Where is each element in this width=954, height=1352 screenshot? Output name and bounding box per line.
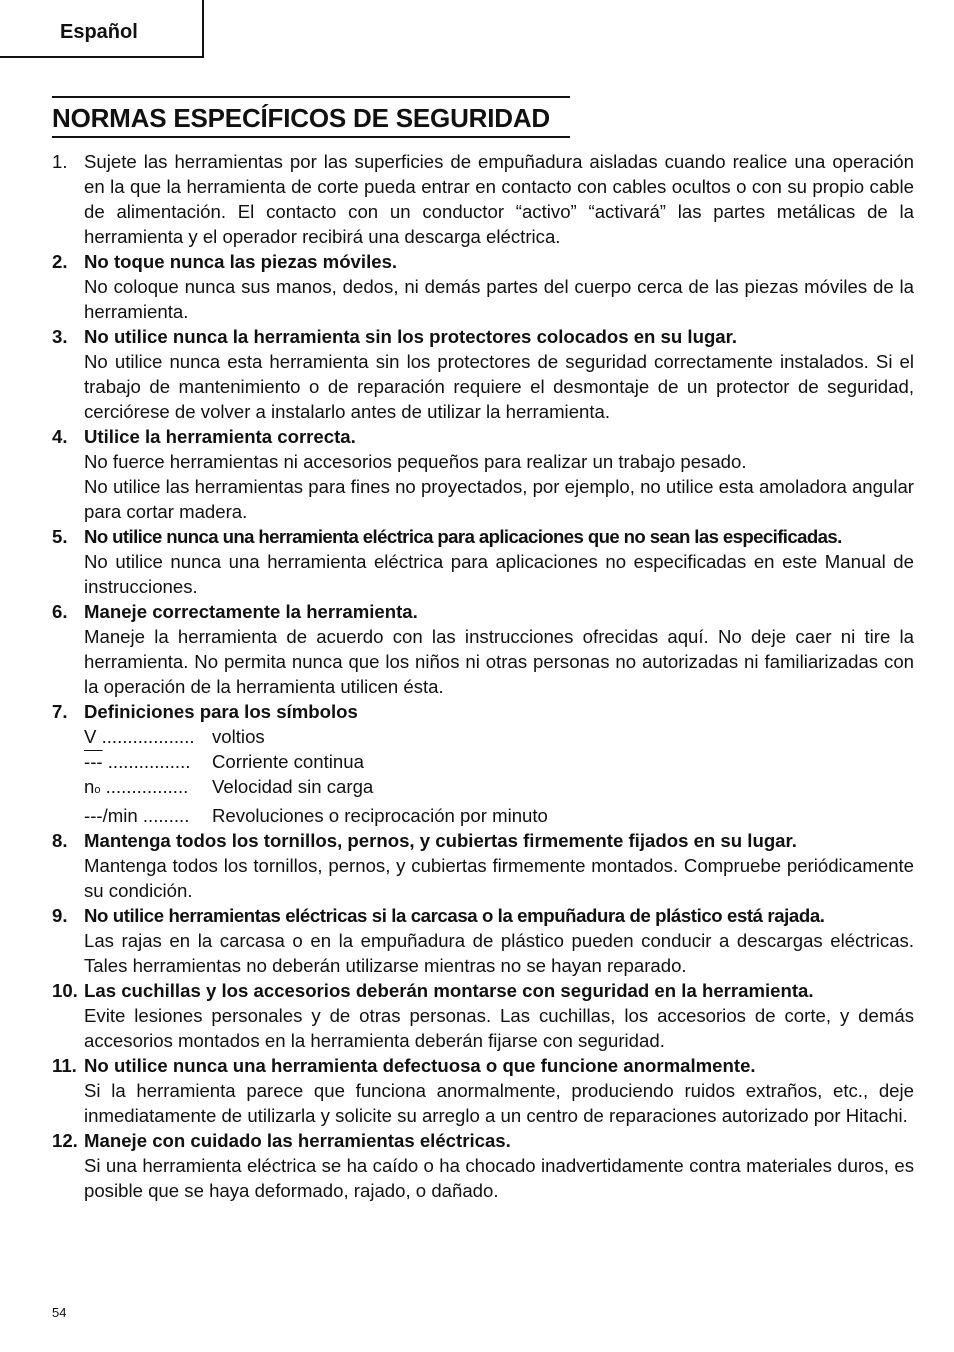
rule-heading: No utilice herramientas eléctricas si la carcasa o la empuñadura de plástico está rajada. (84, 905, 825, 926)
rule-item-2 (52, 249, 914, 324)
rule-number: 5. (52, 526, 68, 547)
rule-text: Evite lesiones personales y de otras personas. Las cuchillas, los accesorios de corte, y demás accesorios montados en la herramienta deberán fijarse con seguridad. (84, 1005, 914, 1051)
rule-number: 3. (52, 326, 68, 347)
symbol-description: Velocidad sin carga (212, 776, 374, 797)
rule-number: 9. (52, 905, 68, 926)
rule-text: No coloque nunca sus manos, dedos, ni demás partes del cuerpo cerca de las piezas móviles de la herramienta. (84, 276, 914, 322)
rule-heading: No utilice nunca la herramienta sin los protectores colocados en su lugar. (84, 326, 738, 347)
rule-item-10 (52, 978, 914, 1053)
rule-item-5 (52, 524, 914, 599)
rule-text: No utilice las herramientas para fines no proyectados, por ejemplo, no utilice esta amoladora angular para cortar madera. (84, 476, 914, 522)
rule-heading: Definiciones para los símbolos (84, 701, 358, 722)
symbol-row-per-minute (84, 803, 914, 828)
rule-text: Las rajas en la carcasa o en la empuñadura de plástico pueden conducir a descargas eléctricas. Tales herramientas no deberán utilizarse mientras no se hayan reparado. (84, 930, 914, 976)
page-number: 54 (52, 1305, 67, 1320)
rule-number: 11. (52, 1055, 77, 1076)
rule-item-7 (52, 699, 914, 828)
rule-heading: No utilice nunca una herramienta eléctrica para aplicaciones que no sean las especificadas. (84, 526, 842, 547)
symbol-key: --- ................ (84, 751, 191, 772)
symbol-key: no ................ (84, 776, 189, 797)
rule-number: 1. (52, 151, 68, 172)
language-label: Español (60, 21, 138, 43)
rule-text: No utilice nunca esta herramienta sin los protectores de seguridad correctamente instalados. Si el trabajo de mantenimiento o de reparación requiere el desmontaje de un protector de seguridad, cerciórese de volver a instalarlo antes de utilizar la herramienta. (84, 351, 914, 422)
rule-heading: Maneje correctamente la herramienta. (84, 601, 418, 622)
rule-heading: Las cuchillas y los accesorios deberán montarse con seguridad en la herramienta. (84, 980, 814, 1001)
rule-item-4 (52, 424, 914, 524)
rule-item-9 (52, 903, 914, 978)
safety-rules-list (52, 149, 914, 1203)
rule-heading: Maneje con cuidado las herramientas eléctricas. (84, 1130, 511, 1151)
rule-text: No utilice nunca una herramienta eléctrica para aplicaciones no especificadas en este Manual de instrucciones. (84, 551, 914, 597)
rule-heading: No utilice nunca una herramienta defectuosa o que funcione anormalmente. (84, 1055, 756, 1076)
section-title: NORMAS ESPECÍFICOS DE SEGURIDAD (52, 103, 550, 133)
symbol-row-direct-current (84, 749, 914, 774)
rule-number: 8. (52, 830, 68, 851)
rule-heading: No toque nunca las piezas móviles. (84, 251, 398, 272)
language-tab (0, 0, 204, 58)
rule-number: 2. (52, 251, 68, 272)
section-title-box (52, 96, 570, 138)
symbol-row-no-load-speed (84, 774, 914, 803)
symbol-key: ---/min ......... (84, 805, 190, 826)
symbol-description: Corriente continua (212, 751, 364, 772)
symbol-description: voltios (212, 726, 265, 747)
direct-current-symbol: --- (84, 751, 103, 772)
rule-heading: Mantenga todos los tornillos, pernos, y cubiertas firmemente fijados en su lugar. (84, 830, 797, 851)
rule-text: Maneje la herramienta de acuerdo con las instrucciones ofrecidas aquí. No deje caer ni tire la herramienta. No permita nunca que los niños ni otras personas no autorizadas ni familiarizadas con la operación de la herramienta utilicen ésta. (84, 626, 914, 697)
rule-number: 7. (52, 701, 68, 722)
rule-text: Sujete las herramientas por las superficies de empuñadura aisladas cuando realice una operación en la que la herramienta de corte pueda entrar en contacto con cables ocultos o con su propio cable de alimentación. El contacto con un conductor “activo” “activará” las partes metálicas de la herramienta y el operador recibirá una descarga eléctrica. (84, 151, 914, 247)
rule-number: 4. (52, 426, 68, 447)
rule-number: 12. (52, 1130, 78, 1151)
rule-number: 10. (52, 980, 78, 1001)
rule-item-3 (52, 324, 914, 424)
symbol-description: Revoluciones o reciprocación por minuto (212, 805, 548, 826)
symbol-key: V .................. (84, 726, 195, 747)
rule-text: Si una herramienta eléctrica se ha caído o ha chocado inadvertidamente contra materiales duros, es posible que se haya deformado, rajado, o dañado. (84, 1155, 914, 1201)
rule-text: Si la herramienta parece que funciona anormalmente, produciendo ruidos extraños, etc., deje inmediatamente de utilizarla y solicite su arreglo a un centro de reparaciones autorizado por Hitachi. (84, 1080, 914, 1126)
rule-item-12 (52, 1128, 914, 1203)
rule-text: Mantenga todos los tornillos, pernos, y cubiertas firmemente montados. Compruebe periódicamente su condición. (84, 855, 914, 901)
rule-item-6 (52, 599, 914, 699)
rule-text: No fuerce herramientas ni accesorios pequeños para realizar un trabajo pesado. (84, 451, 747, 472)
symbol-row-volts (84, 724, 914, 749)
rule-item-11 (52, 1053, 914, 1128)
rule-item-8 (52, 828, 914, 903)
rule-item-1 (52, 149, 914, 249)
rule-number: 6. (52, 601, 68, 622)
rule-heading: Utilice la herramienta correcta. (84, 426, 356, 447)
